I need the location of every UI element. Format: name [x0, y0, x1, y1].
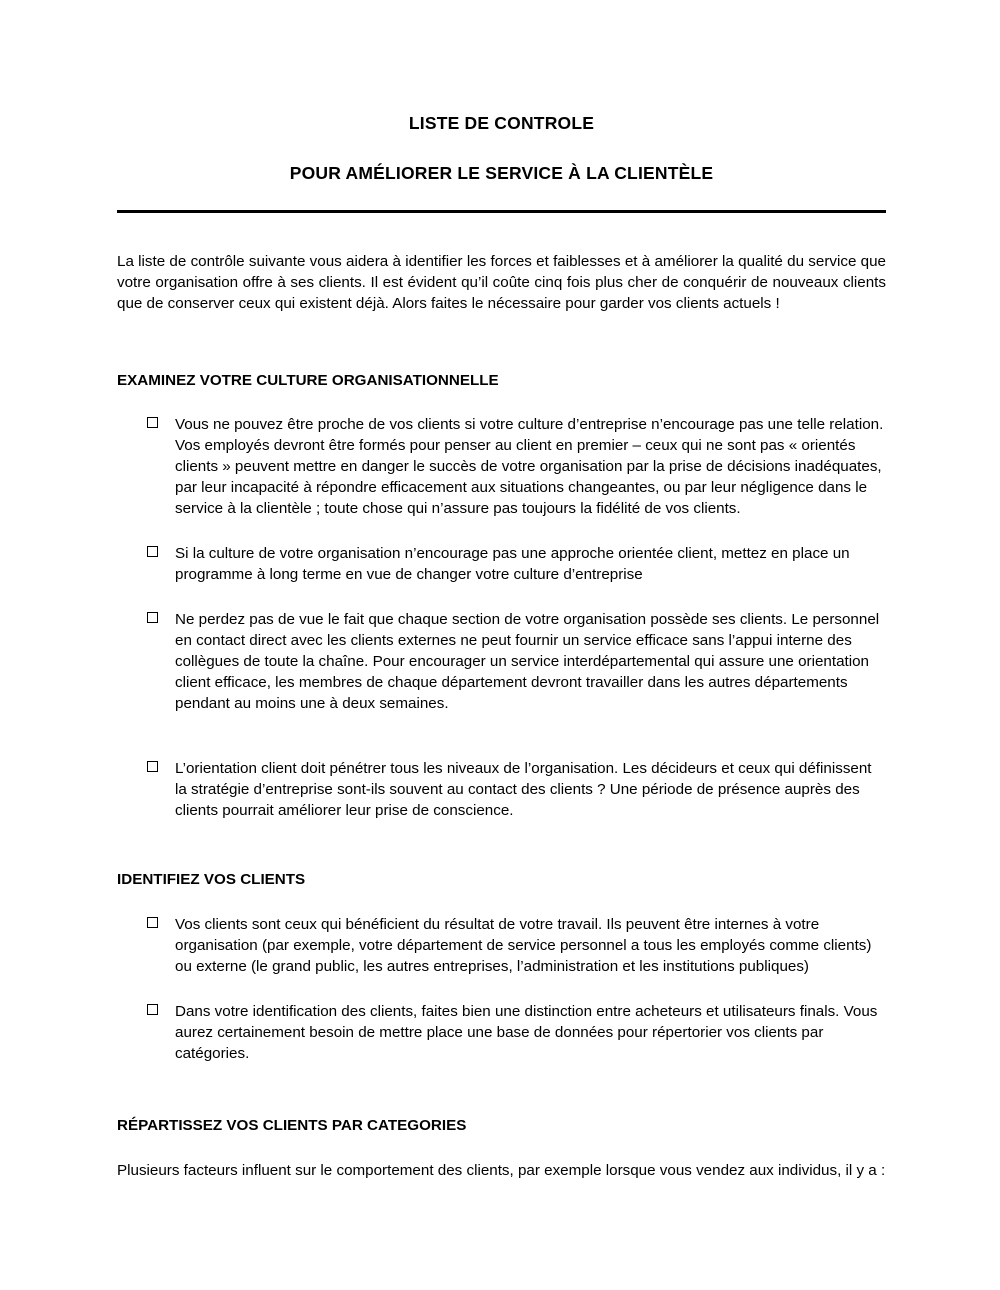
checklist-culture-organisationnelle — [117, 414, 886, 821]
repartissez-paragraph: Plusieurs facteurs influent sur le comportement des clients, par exemple lorsque vous vendez aux individus, il y a : — [117, 1162, 886, 1179]
checklist-item-text: Vous ne pouvez être proche de vos clients si votre culture d’entreprise n’encourage pas une telle relation. Vos employés devront être formés pour penser au client en premier – ceux qui ne sont pas « orientés clients » peuvent mettre en danger le succès de votre organisation par la prise de décisions inadéquates, par leur incapacité à répondre efficacement aux situations changeantes, ou par leur négligence dans le service à la clientèle ; toute chose qui n’assure pas toujours la fidélité de vos clients. — [175, 416, 884, 517]
checkbox-empty-icon[interactable] — [147, 1004, 160, 1017]
document-title-line-2: POUR AMÉLIORER LE SERVICE À LA CLIENTÈLE — [289, 163, 714, 183]
checklist-item-text: Vos clients sont ceux qui bénéficient du résultat de votre travail. Ils peuvent être internes à votre organisation (par exemple, votre département de service personnel a tous les employés comme clients) ou externe (le grand public, les autres entreprises, l’administration et les institutions publiques) — [175, 916, 872, 975]
checklist-item-text: Si la culture de votre organisation n’encourage pas une approche orientée client, mettez en place un programme à long terme en vue de changer votre culture d’entreprise — [175, 545, 850, 583]
intro-paragraph: La liste de contrôle suivante vous aidera à identifier les forces et faiblesses et à améliorer la qualité du service que votre organisation offre à ses clients. Il est évident qu’il coûte cinq fois plus cher de conquérir de nouveaux clients que de conserver ceux qui existent déjà. Alors faites le nécessaire pour garder vos clients actuels ! — [117, 253, 886, 312]
checkbox-empty-icon[interactable] — [147, 417, 160, 430]
section-heading-repartissez-vos-clients: RÉPARTISSEZ VOS CLIENTS PAR CATEGORIES — [117, 1117, 467, 1134]
checklist-item[interactable] — [117, 758, 886, 821]
title-divider-rule — [117, 210, 886, 213]
checkbox-empty-icon[interactable] — [147, 612, 160, 625]
section-heading-culture-organisationnelle: EXAMINEZ VOTRE CULTURE ORGANISATIONNELLE — [117, 372, 499, 389]
checkbox-empty-icon[interactable] — [147, 546, 160, 559]
checklist-item-text: L’orientation client doit pénétrer tous les niveaux de l’organisation. Les décideurs et ceux qui définissent la stratégie d’entreprise sont-ils souvent au contact des clients ? Une période de présence auprès des clients pourrait améliorer leur prise de conscience. — [175, 760, 872, 819]
document-title-line-1: LISTE DE CONTROLE — [408, 113, 595, 133]
checklist-item[interactable] — [117, 414, 886, 519]
checklist-identifiez-vos-clients — [117, 914, 886, 1064]
checklist-item-text: Ne perdez pas de vue le fait que chaque section de votre organisation possède ses clients. Le personnel en contact direct avec les clients externes ne peut fournir un service efficace sans l’appui interne des collègues de toute la chaîne. Pour encourager un service interdépartemental qui assure une orientation client efficace, les membres de chaque département devront travailler dans les autres départements pendant au moins une à deux semaines. — [175, 611, 880, 712]
checklist-item-text: Dans votre identification des clients, faites bien une distinction entre acheteurs et utilisateurs finals. Vous aurez certainement besoin de mettre place une base de données pour répertorier vos clients par catégories. — [175, 1003, 878, 1062]
checklist-item[interactable] — [117, 609, 886, 714]
section-heading-identifiez-vos-clients: IDENTIFIEZ VOS CLIENTS — [117, 871, 306, 888]
checkbox-empty-icon[interactable] — [147, 917, 160, 930]
checkbox-empty-icon[interactable] — [147, 761, 160, 774]
checklist-item[interactable] — [117, 1001, 886, 1064]
document-content — [117, 0, 886, 1196]
checklist-item[interactable] — [117, 543, 886, 585]
checklist-item[interactable] — [117, 914, 886, 977]
